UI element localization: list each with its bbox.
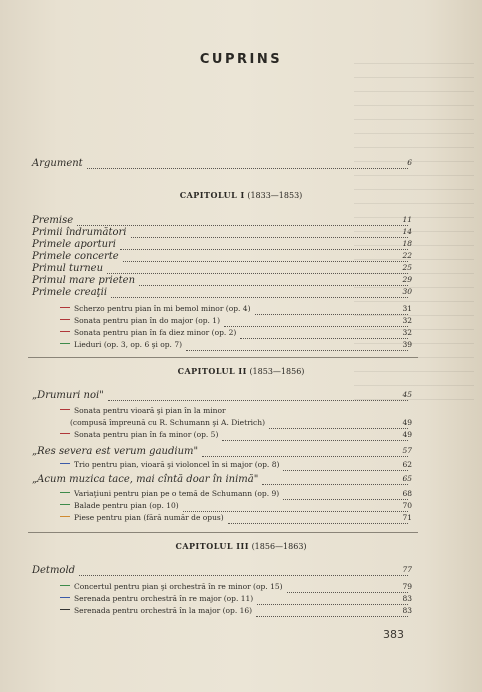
toc-entry: „Drumuri noi" 45 [32,390,412,401]
toc-entry: Primele creaţii 30 [32,287,412,298]
toc-subentry: Scherzo pentru pian în mi bemol minor (op. 4) 31 [60,304,412,317]
chapter-heading-2: CAPITOLUL II (1853—1856) [177,366,305,376]
toc-subentry: Sonata pentru vioară şi pian în la minor [60,406,412,419]
toc-subentry: Serenada pentru orchestră în la major (op. 16) 83 [60,606,412,619]
chapter-heading-3: CAPITOLUL III (1856—1863) [175,541,307,551]
dash-marker [60,463,70,464]
toc-subentry: Sonata pentru pian în fa minor (op. 5) 49 [60,430,412,443]
toc-entry: Primele aporturi 18 [32,239,412,250]
toc-subentry: Variaţiuni pentru pian pe o temă de Schumann (op. 9) 68 [60,489,412,502]
dash-marker [60,597,70,598]
dash-marker [60,609,70,610]
dash-marker [60,343,70,344]
divider [28,532,418,533]
toc-subentry-continuation: (compusă împreună cu R. Schumann şi A. Dietrich) 49 [70,418,412,427]
toc-entry: Primii îndrumători 14 [32,227,412,238]
toc-subentry: Sonata pentru pian în do major (op. 1) 32 [60,316,412,329]
dash-marker [60,331,70,332]
toc-entry: Premise 11 [32,215,412,226]
toc-entry: „Res severa est verum gaudium" 57 [32,446,412,457]
dash-marker [60,492,70,493]
dash-marker [60,585,70,586]
toc-subentry: Concertul pentru pian şi orchestră în re minor (op. 15) 79 [60,582,412,595]
dash-marker [60,516,70,517]
toc-entry: Primele concerte 22 [32,251,412,262]
toc-subentry: Serenada pentru orchestră în re major (op. 11) 83 [60,594,412,607]
toc-entry: Detmold 77 [32,565,412,576]
toc-subentry: Piese pentru pian (fără număr de opus) 71 [60,513,412,526]
dash-marker [60,409,70,410]
toc-subentry: Balade pentru pian (op. 10) 70 [60,501,412,514]
page-number: 383 [383,628,404,641]
divider [28,357,418,358]
chapter-heading-1: CAPITOLUL I (1833—1853) [179,190,303,200]
toc-subentry: Sonata pentru pian în fa diez minor (op. 2) 32 [60,328,412,341]
dash-marker [60,433,70,434]
dash-marker [60,307,70,308]
toc-subentry: Trio pentru pian, vioară şi violoncel în si major (op. 8) 62 [60,460,412,473]
toc-entry: Primul mare prieten 29 [32,275,412,286]
toc-entry: „Acum muzica tace, mai cîntă doar în inimă" 65 [32,474,412,485]
toc-subentry: Lieduri (op. 3, op. 6 şi op. 7) 39 [60,340,412,353]
page-title: CUPRINS [199,52,283,67]
toc-entry: Primul turneu 25 [32,263,412,274]
dash-marker [60,319,70,320]
toc-entry-argument: Argument 6 [32,158,412,169]
dash-marker [60,504,70,505]
